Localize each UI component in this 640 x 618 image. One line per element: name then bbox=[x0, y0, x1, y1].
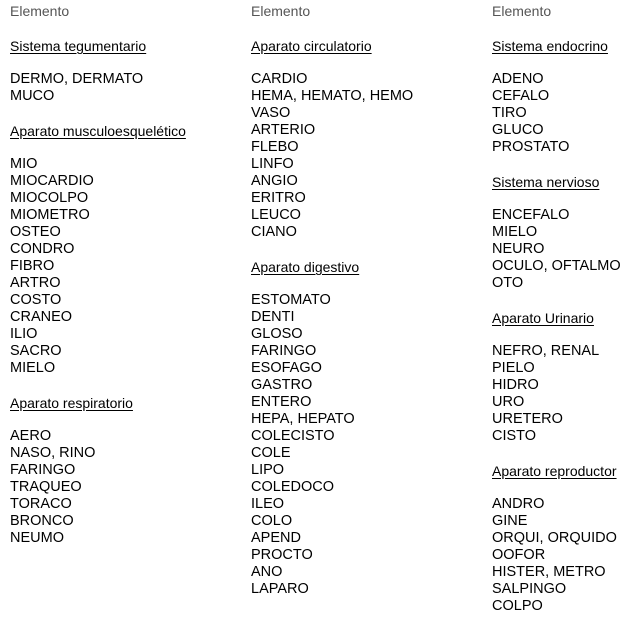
list-item: PROCTO bbox=[251, 547, 313, 563]
column-header: Elemento bbox=[492, 3, 552, 19]
list-item: ESTOMATO bbox=[251, 292, 331, 308]
list-item: ESOFAGO bbox=[251, 360, 322, 376]
section-title: Aparato digestivo bbox=[251, 259, 360, 275]
list-item: DENTI bbox=[251, 309, 295, 325]
list-item: FIBRO bbox=[10, 258, 55, 274]
list-item: BRONCO bbox=[10, 513, 74, 529]
list-item: ANDRO bbox=[492, 496, 545, 512]
column-1 bbox=[10, 3, 240, 547]
list-item: NEFRO, RENAL bbox=[492, 343, 600, 359]
list-item: CRANEO bbox=[10, 309, 73, 325]
list-item: MIOCARDIO bbox=[10, 173, 94, 189]
list-item: LINFO bbox=[251, 156, 294, 172]
list-item: SACRO bbox=[10, 343, 62, 359]
element-list bbox=[492, 496, 640, 615]
element-list bbox=[492, 207, 640, 292]
list-item: COLEDOCO bbox=[251, 479, 334, 495]
list-item: TORACO bbox=[10, 496, 72, 512]
column-header: Elemento bbox=[251, 3, 311, 19]
section-title: Aparato respiratorio bbox=[10, 395, 133, 411]
column-2 bbox=[251, 3, 481, 598]
list-item: MIOCOLPO bbox=[10, 190, 89, 206]
list-item: PIELO bbox=[492, 360, 535, 376]
element-list bbox=[492, 71, 640, 156]
element-list bbox=[10, 156, 240, 377]
list-item: HEPA, HEPATO bbox=[251, 411, 355, 427]
list-item: ENTERO bbox=[251, 394, 312, 410]
section bbox=[251, 259, 481, 598]
list-item: MIELO bbox=[492, 224, 538, 240]
section bbox=[10, 123, 240, 377]
list-item: PROSTATO bbox=[492, 139, 570, 155]
section-title: Aparato circulatorio bbox=[251, 38, 372, 54]
list-item: OSTEO bbox=[10, 224, 61, 240]
list-item: URO bbox=[492, 394, 525, 410]
section bbox=[251, 38, 481, 241]
section-title: Sistema nervioso bbox=[492, 174, 600, 190]
element-list bbox=[251, 71, 481, 241]
list-item: FARINGO bbox=[251, 343, 317, 359]
section-title: Sistema tegumentario bbox=[10, 38, 147, 54]
list-item: LEUCO bbox=[251, 207, 301, 223]
list-item: VASO bbox=[251, 105, 291, 121]
column-3 bbox=[492, 3, 640, 615]
list-item: COLPO bbox=[492, 598, 543, 614]
list-item: ERITRO bbox=[251, 190, 306, 206]
section-title: Aparato Urinario bbox=[492, 310, 594, 326]
list-item: DERMO, DERMATO bbox=[10, 71, 144, 87]
list-item: OCULO, OFTALMO bbox=[492, 258, 621, 274]
list-item: LAPARO bbox=[251, 581, 309, 597]
element-list bbox=[10, 71, 240, 105]
list-item: NASO, RINO bbox=[10, 445, 96, 461]
section bbox=[10, 38, 240, 105]
list-item: OOFOR bbox=[492, 547, 546, 563]
section-title: Sistema endocrino bbox=[492, 38, 608, 54]
list-item: GASTRO bbox=[251, 377, 313, 393]
list-item: OTO bbox=[492, 275, 524, 291]
list-item: AERO bbox=[10, 428, 52, 444]
list-item: TIRO bbox=[492, 105, 527, 121]
list-item: LIPO bbox=[251, 462, 285, 478]
list-item: NEURO bbox=[492, 241, 545, 257]
section-title: Aparato musculoesquelético bbox=[10, 123, 186, 139]
section bbox=[492, 463, 640, 615]
list-item: ADENO bbox=[492, 71, 544, 87]
list-item: ARTRO bbox=[10, 275, 61, 291]
section bbox=[492, 174, 640, 292]
list-item: GLOSO bbox=[251, 326, 303, 342]
list-item: HIDRO bbox=[492, 377, 539, 393]
element-list bbox=[251, 292, 481, 598]
section bbox=[10, 395, 240, 547]
list-item: COSTO bbox=[10, 292, 62, 308]
list-item: FLEBO bbox=[251, 139, 299, 155]
section-title: Aparato reproductor bbox=[492, 463, 617, 479]
list-item: GINE bbox=[492, 513, 528, 529]
list-item: URETERO bbox=[492, 411, 563, 427]
list-item: ILIO bbox=[10, 326, 38, 342]
list-item: HISTER, METRO bbox=[492, 564, 606, 580]
list-item: GLUCO bbox=[492, 122, 544, 138]
section bbox=[492, 310, 640, 445]
list-item: CIANO bbox=[251, 224, 297, 240]
list-item: MIO bbox=[10, 156, 38, 172]
list-item: ANGIO bbox=[251, 173, 298, 189]
element-list bbox=[10, 428, 240, 547]
list-item: CONDRO bbox=[10, 241, 75, 257]
list-item: NEUMO bbox=[10, 530, 64, 546]
list-item: COLO bbox=[251, 513, 293, 529]
list-item: MUCO bbox=[10, 88, 55, 104]
list-item: ARTERIO bbox=[251, 122, 316, 138]
list-item: COLECISTO bbox=[251, 428, 335, 444]
column-header: Elemento bbox=[10, 3, 70, 19]
list-item: CARDIO bbox=[251, 71, 308, 87]
list-item: CISTO bbox=[492, 428, 537, 444]
list-item: MIELO bbox=[10, 360, 56, 376]
list-item: ORQUI, ORQUIDO bbox=[492, 530, 617, 546]
list-item: FARINGO bbox=[10, 462, 76, 478]
list-item: ILEO bbox=[251, 496, 285, 512]
list-item: ENCEFALO bbox=[492, 207, 570, 223]
list-item: MIOMETRO bbox=[10, 207, 90, 223]
list-item: COLE bbox=[251, 445, 291, 461]
list-item: SALPINGO bbox=[492, 581, 567, 597]
list-item: ANO bbox=[251, 564, 283, 580]
section bbox=[492, 38, 640, 156]
list-item: TRAQUEO bbox=[10, 479, 82, 495]
list-item: HEMA, HEMATO, HEMO bbox=[251, 88, 414, 104]
list-item: APEND bbox=[251, 530, 301, 546]
list-item: CEFALO bbox=[492, 88, 550, 104]
element-list bbox=[492, 343, 640, 445]
